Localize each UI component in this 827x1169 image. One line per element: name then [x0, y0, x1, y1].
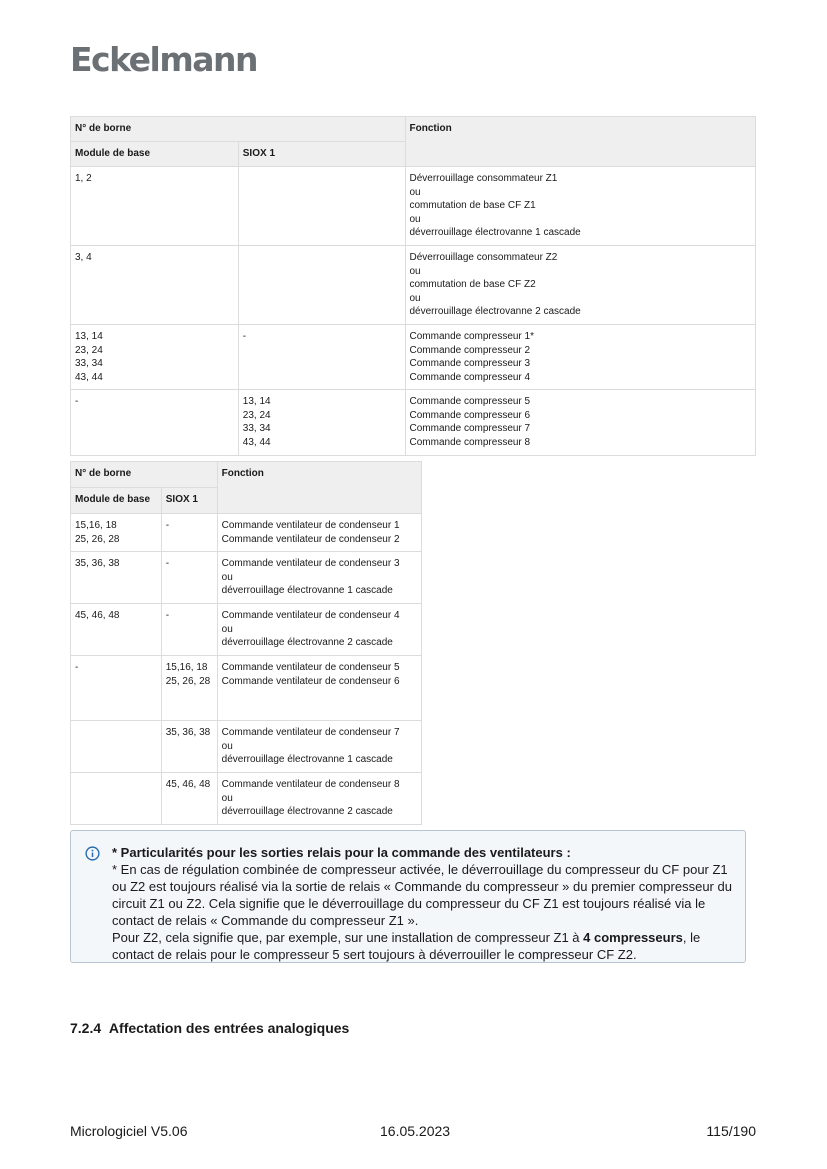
cell-base: 15,16, 18 25, 26, 28 — [71, 514, 162, 552]
cell-function: Commande compresseur 1* Commande compresseur 2 Commande compresseur 3 Commande compresseur 4 — [405, 325, 756, 390]
header-function: Fonction — [405, 117, 756, 167]
cell-base — [71, 773, 162, 825]
table-row — [71, 246, 756, 325]
note-paragraph: * En cas de régulation combinée de compresseur activée, le déverrouillage du compresseur du CF pour Z1 ou Z2 est toujours réalisé via la sortie de relais « Commande du compresseur » du premier compresseur du circuit Z1 ou Z2. Cela signifie que le déverrouillage du compresseur du CF Z1 est toujours réalisé via le contact de relais « Commande du compresseur Z1 ». — [112, 862, 732, 928]
cell-function: Commande ventilateur de condenseur 3 ou déverrouillage électrovanne 1 cascade — [217, 552, 421, 604]
table-row — [71, 552, 422, 604]
table-row — [71, 721, 422, 773]
cell-siox: - — [238, 325, 405, 390]
cell-function: Commande compresseur 5 Commande compresseur 6 Commande compresseur 7 Commande compresseur 8 — [405, 390, 756, 456]
cell-base: 3, 4 — [71, 246, 239, 325]
cell-function: Commande ventilateur de condenseur 4 ou déverrouillage électrovanne 2 cascade — [217, 604, 421, 656]
cell-base: 13, 14 23, 24 33, 34 43, 44 — [71, 325, 239, 390]
cell-siox — [238, 167, 405, 246]
section-title: Affectation des entrées analogiques — [108, 1020, 350, 1036]
cell-siox: - — [161, 552, 217, 604]
cell-function: Déverrouillage consommateur Z2 ou commutation de base CF Z2 ou déverrouillage électrovanne 2 cascade — [405, 246, 756, 325]
cell-siox: 45, 46, 48 — [161, 773, 217, 825]
header-base-module: Module de base — [71, 488, 162, 514]
table-row — [71, 604, 422, 656]
info-note — [70, 830, 746, 963]
header-function: Fonction — [217, 462, 421, 514]
table-row — [71, 390, 756, 456]
note-title: * Particularités pour les sorties relais pour la commande des ventilateurs : — [112, 845, 571, 860]
table-row — [71, 514, 422, 552]
header-siox: SIOX 1 — [161, 488, 217, 514]
cell-siox: 15,16, 18 25, 26, 28 — [161, 656, 217, 721]
cell-base: 35, 36, 38 — [71, 552, 162, 604]
cell-siox: - — [161, 604, 217, 656]
cell-function: Commande ventilateur de condenseur 8 ou déverrouillage électrovanne 2 cascade — [217, 773, 421, 825]
cell-base: 1, 2 — [71, 167, 239, 246]
table-row — [71, 325, 756, 390]
header-siox: SIOX 1 — [238, 142, 405, 167]
cell-function: Commande ventilateur de condenseur 7 ou déverrouillage électrovanne 1 cascade — [217, 721, 421, 773]
note-text: , le contact de relais pour le compresseur 5 sert toujours à déverrouiller le compresseur CF Z2. — [112, 930, 701, 962]
cell-base: 45, 46, 48 — [71, 604, 162, 656]
cell-siox: 13, 14 23, 24 33, 34 43, 44 — [238, 390, 405, 456]
cell-siox: 35, 36, 38 — [161, 721, 217, 773]
info-icon — [85, 846, 100, 866]
cell-siox: - — [161, 514, 217, 552]
cell-function: Commande ventilateur de condenseur 1 Commande ventilateur de condenseur 2 — [217, 514, 421, 552]
cell-function: Commande ventilateur de condenseur 5 Commande ventilateur de condenseur 6 — [217, 656, 421, 721]
footer-date: 16.05.2023 — [380, 1123, 451, 1139]
cell-function: Déverrouillage consommateur Z1 ou commutation de base CF Z1 ou déverrouillage électrovanne 1 cascade — [405, 167, 756, 246]
cell-base: - — [71, 656, 162, 721]
section-heading — [70, 1020, 349, 1036]
footer-firmware: Micrologiciel V5.06 — [70, 1123, 188, 1139]
note-emphasis: 4 compresseurs — [583, 930, 683, 945]
table-row — [71, 773, 422, 825]
section-number: 7.2.4 — [70, 1020, 102, 1036]
footer-page-number: 115/190 — [706, 1123, 756, 1139]
note-paragraph — [112, 929, 742, 963]
header-base-module: Module de base — [71, 142, 239, 167]
eckelmann-logo: Eckelmann — [70, 40, 257, 79]
cell-base: - — [71, 390, 239, 456]
table-row — [71, 656, 422, 721]
table-row — [71, 167, 756, 246]
terminal-table-compressors — [70, 116, 756, 456]
terminal-table-fans — [70, 461, 422, 825]
note-text: Pour Z2, cela signifie que, par exemple, sur une installation de compresseur Z1 à — [112, 930, 584, 945]
header-terminal-number: N° de borne — [71, 462, 218, 488]
cell-base — [71, 721, 162, 773]
cell-siox — [238, 246, 405, 325]
header-terminal-number: N° de borne — [71, 117, 406, 142]
